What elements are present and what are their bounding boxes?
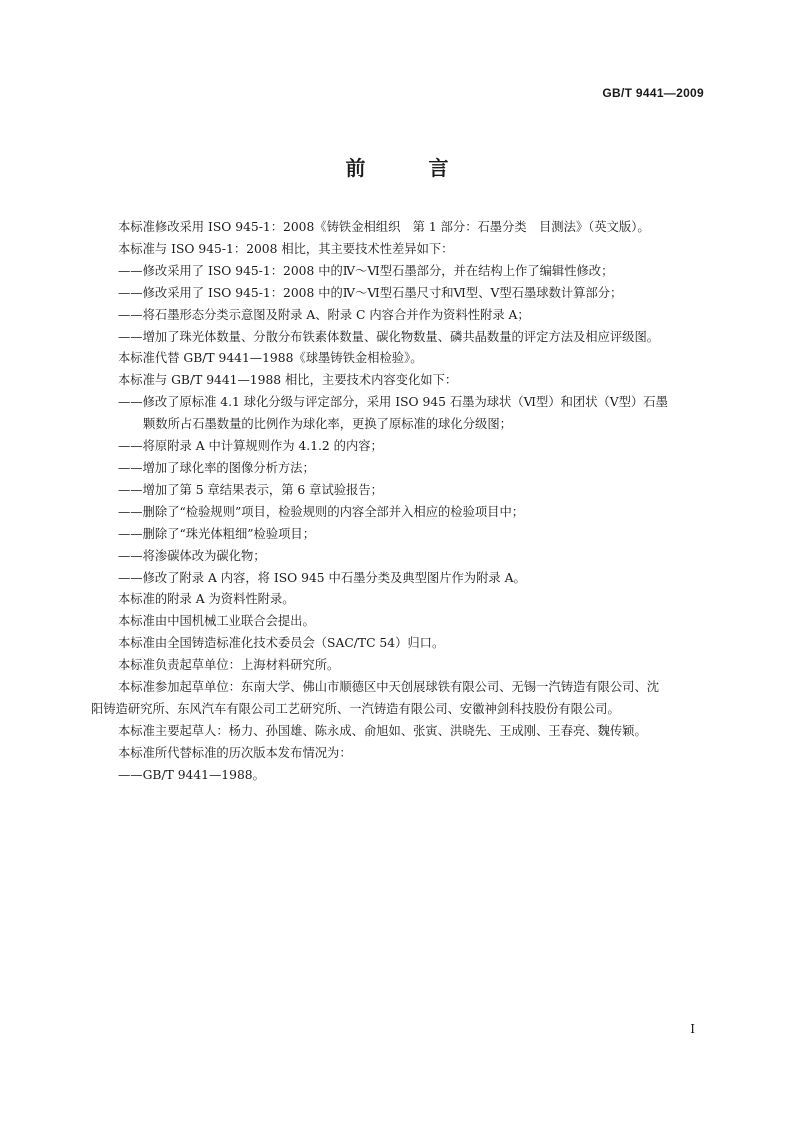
- paragraph: 本标准的附录 A 为资料性附录。: [118, 592, 295, 607]
- list-item: ——将石墨形态分类示意图及附录 A、附录 C 内容合并作为资料性附录 A；: [118, 307, 530, 322]
- list-item: ——修改了附录 A 内容，将 ISO 945 中石墨分类及典型图片作为附录 A。: [118, 570, 526, 585]
- page-number: I: [690, 1022, 695, 1036]
- page-title: 前 言: [345, 156, 477, 180]
- paragraph: 本标准负责起草单位：上海材料研究所。: [118, 658, 340, 673]
- list-item: ——增加了第 5 章结果表示，第 6 章试验报告；: [118, 482, 383, 497]
- paragraph: 本标准与 GB/T 9441—1988 相比，主要技术内容变化如下：: [118, 373, 458, 388]
- paragraph-continuation: 阳铸造研究所、东风汽车有限公司工艺研究所、一汽铸造有限公司、安徽神剑科技股份有限公司。: [91, 701, 620, 716]
- list-item: ——GB/T 9441—1988。: [118, 767, 265, 782]
- list-item: ——修改采用了 ISO 945-1：2008 中的Ⅳ～Ⅵ型石墨部分，并在结构上作了编辑性修改；: [118, 263, 614, 278]
- list-item: ——修改了原标准 4.1 球化分级与评定部分，采用 ISO 945 石墨为球状（Ⅵ型）和团状（Ⅴ型）石墨: [118, 395, 668, 410]
- paragraph: 本标准代替 GB/T 9441—1988《球墨铸铁金相检验》。: [118, 351, 423, 366]
- paragraph: 本标准与 ISO 945-1：2008 相比，其主要技术性差异如下：: [118, 241, 454, 256]
- paragraph: 本标准所代替标准的历次版本发布情况为：: [118, 745, 352, 760]
- paragraph: 本标准参加起草单位：东南大学、佛山市顺德区中天创展球铁有限公司、无锡一汽铸造有限公司、沈: [118, 680, 660, 695]
- list-item: ——删除了“检验规则”项目，检验规则的内容全部并入相应的检验项目中；: [118, 504, 525, 519]
- paragraph: 本标准由全国铸造标准化技术委员会（SAC/TC 54）归口。: [118, 636, 445, 651]
- list-item: ——将渗碳体改为碳化物；: [118, 548, 266, 563]
- standard-number: GB/T 9441—2009: [602, 86, 704, 100]
- paragraph: 本标准修改采用 ISO 945-1：2008《铸铁金相组织 第 1 部分：石墨分类 目测法》（英文版）。: [118, 220, 650, 234]
- list-item: ——增加了珠光体数量、分散分布铁素体数量、碳化物数量、磷共晶数量的评定方法及相应评级图。: [118, 329, 660, 344]
- paragraph: 本标准由中国机械工业联合会提出。: [118, 614, 315, 629]
- paragraph: 本标准主要起草人：杨力、孙国雄、陈永成、俞旭如、张寅、洪晓先、王成刚、王春亮、魏传颖。: [118, 723, 647, 738]
- list-item: ——增加了球化率的图像分析方法；: [118, 460, 315, 475]
- list-item: ——将原附录 A 中计算规则作为 4.1.2 的内容；: [118, 439, 383, 454]
- foreword-body: [91, 217, 708, 787]
- list-item-continuation: 颗数所占石墨数量的比例作为球化率，更换了原标准的球化分级图；: [143, 417, 512, 432]
- list-item: ——修改采用了 ISO 945-1：2008 中的Ⅳ～Ⅵ型石墨尺寸和Ⅵ型、Ⅴ型石墨球数计算部分；: [118, 285, 623, 300]
- list-item: ——删除了“珠光体粗细”检验项目；: [118, 526, 316, 541]
